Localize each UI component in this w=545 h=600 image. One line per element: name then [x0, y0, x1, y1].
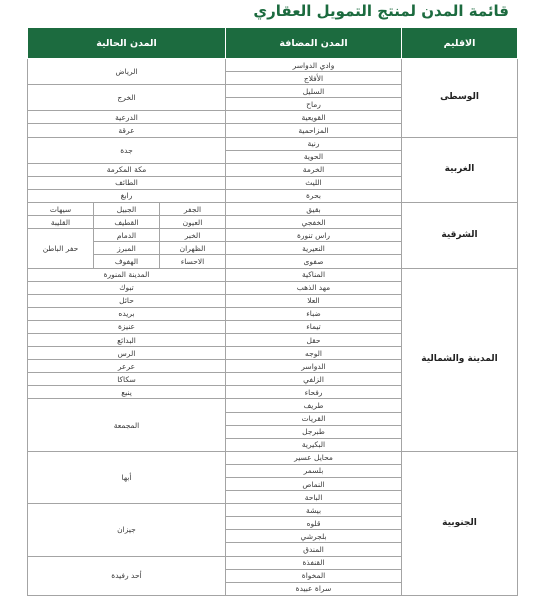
current-city: الخرج [28, 85, 226, 111]
added-city: الدواسر [226, 360, 402, 373]
added-city: القنفذة [226, 556, 402, 569]
header-region: الاقليم [402, 28, 518, 59]
added-city: تيماء [226, 320, 402, 333]
added-city: النعيرية [226, 242, 402, 255]
table-row [28, 137, 518, 150]
added-city: بلسمر [226, 464, 402, 477]
added-city: مهد الذهب [226, 281, 402, 294]
added-city: الخفجي [226, 216, 402, 229]
added-city: القويعية [226, 111, 402, 124]
added-city: الوجه [226, 347, 402, 360]
current-city: سكاكا [28, 373, 226, 386]
table-header-row [28, 28, 518, 59]
added-city: رنية [226, 137, 402, 150]
added-city: طبرجل [226, 425, 402, 438]
current-city: المبرز [94, 242, 160, 255]
current-city: جدة [28, 137, 226, 163]
current-city: القليبة [28, 216, 94, 229]
added-city: الليث [226, 176, 402, 189]
added-city: رفحاء [226, 386, 402, 399]
current-city: عرعر [28, 360, 226, 373]
added-city: السليل [226, 85, 402, 98]
added-city: البكيرية [226, 438, 402, 451]
region-cell: الجنوبية [402, 451, 518, 595]
current-city: حفر الباطن [28, 229, 94, 268]
added-city: بلجرشي [226, 530, 402, 543]
added-city: راس تنورة [226, 229, 402, 242]
added-city: بحرة [226, 189, 402, 202]
current-city: سيهات [28, 203, 94, 216]
added-city: الخرمة [226, 163, 402, 176]
current-city: الرياض [28, 59, 226, 85]
added-city: المندق [226, 543, 402, 556]
current-city: الاحساء [160, 255, 226, 268]
current-city: الطائف [28, 176, 226, 189]
added-city: بقيق [226, 203, 402, 216]
added-city: حقل [226, 333, 402, 346]
current-city: مكة المكرمة [28, 163, 226, 176]
current-city: رابغ [28, 189, 226, 202]
added-city: العلا [226, 294, 402, 307]
added-city: ضباء [226, 307, 402, 320]
added-city: سراة عبيدة [226, 582, 402, 595]
current-city: عنيزة [28, 320, 226, 333]
current-city: جيزان [28, 504, 226, 556]
added-city: رماح [226, 98, 402, 111]
current-city: الدرعية [28, 111, 226, 124]
current-city: الدمام [94, 229, 160, 242]
added-city: القريات [226, 412, 402, 425]
region-cell: الوسطى [402, 59, 518, 138]
added-city: صفوى [226, 255, 402, 268]
cities-table [27, 27, 518, 596]
added-city: طريف [226, 399, 402, 412]
current-city: البدائع [28, 333, 226, 346]
current-city: المدينة المنورة [28, 268, 226, 281]
added-city: الزلفي [226, 373, 402, 386]
current-city: حائل [28, 294, 226, 307]
region-cell: الشرقية [402, 203, 518, 268]
table-row [28, 59, 518, 72]
added-city: محايل عسير [226, 451, 402, 464]
header-current-cities: المدن الحالية [28, 28, 226, 59]
current-city: المجمعة [28, 399, 226, 451]
added-city: الحوية [226, 150, 402, 163]
added-city: المزاحمية [226, 124, 402, 137]
added-city: النماص [226, 478, 402, 491]
added-city: المخواة [226, 569, 402, 582]
region-cell: الغربية [402, 137, 518, 202]
current-city: أحد رفيدة [28, 556, 226, 595]
added-city: المناكية [226, 268, 402, 281]
current-city: القطيف [94, 216, 160, 229]
current-city: ينبع [28, 386, 226, 399]
current-city: تبوك [28, 281, 226, 294]
table-row [28, 268, 518, 281]
current-city: الهفوف [94, 255, 160, 268]
current-city: بريده [28, 307, 226, 320]
added-city: الأفلاج [226, 72, 402, 85]
added-city: بيشة [226, 504, 402, 517]
current-city: الخبر [160, 229, 226, 242]
region-cell: المدينة والشمالية [402, 268, 518, 451]
current-city: الظهران [160, 242, 226, 255]
current-city: الرس [28, 347, 226, 360]
added-city: وادي الدواسر [226, 59, 402, 72]
current-city: العيون [160, 216, 226, 229]
current-city: الجفر [160, 203, 226, 216]
current-city: الجبيل [94, 203, 160, 216]
table-row [28, 451, 518, 464]
page-title: قائمة المدن لمنتج التمويل العقاري [253, 2, 509, 20]
added-city: قلوه [226, 517, 402, 530]
current-city: أبها [28, 451, 226, 503]
table-row [28, 203, 518, 216]
added-city: الباحة [226, 491, 402, 504]
current-city: عرقة [28, 124, 226, 137]
header-added-cities: المدن المضافة [226, 28, 402, 59]
